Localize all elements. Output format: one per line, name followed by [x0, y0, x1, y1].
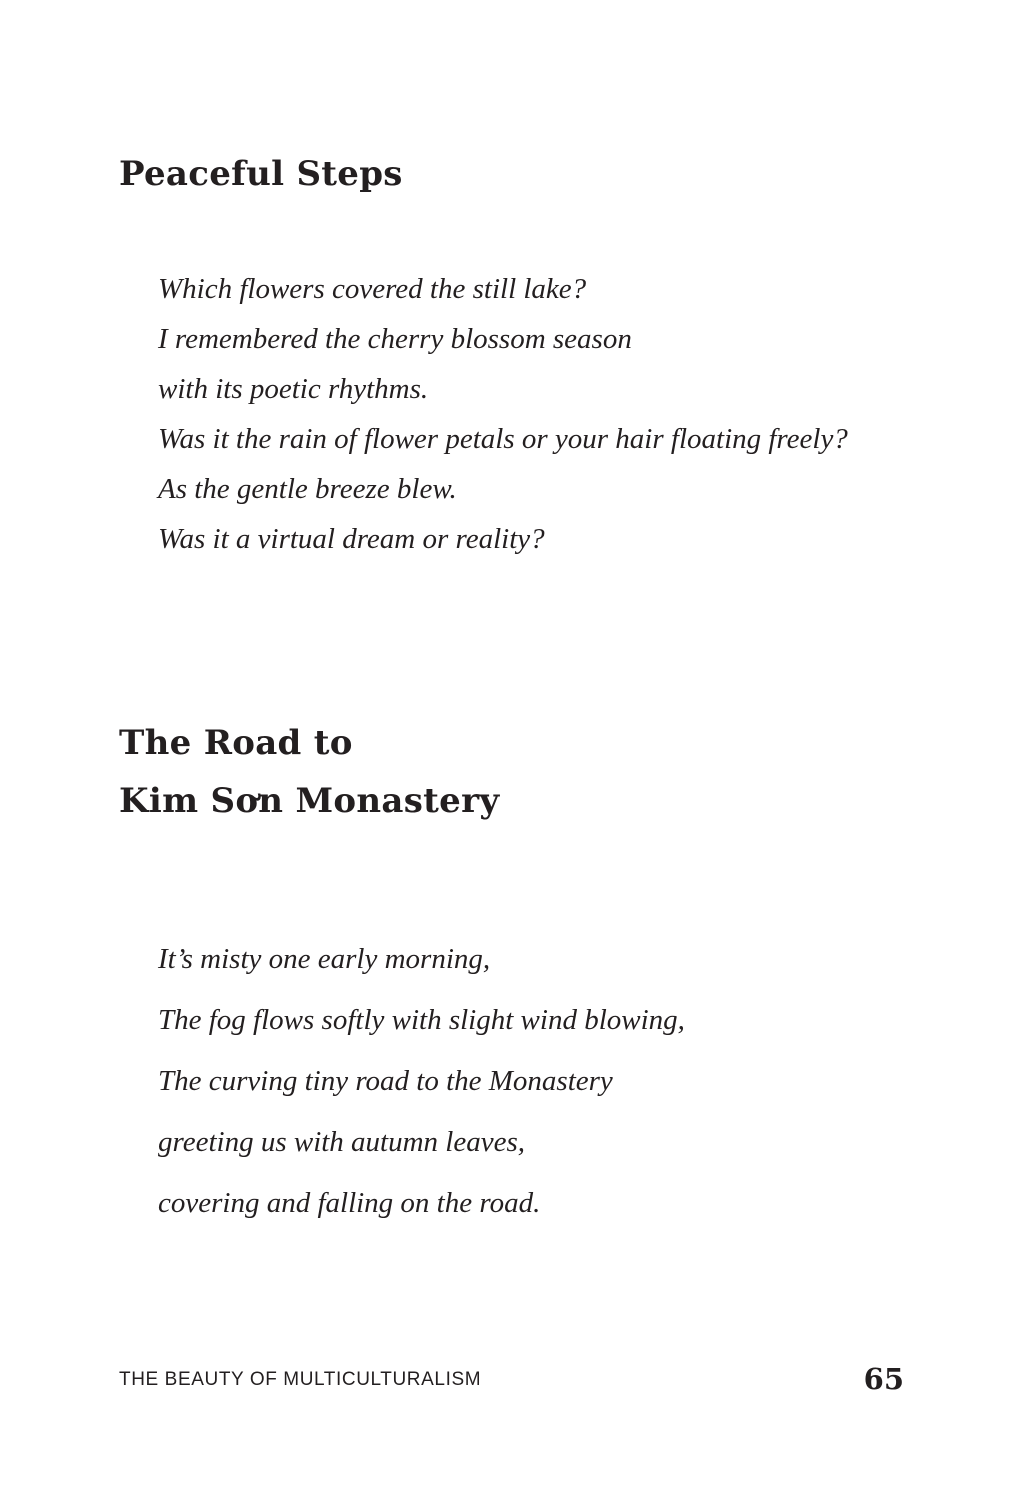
page-number: 65: [863, 1362, 904, 1396]
poem-line: Which flowers covered the still lake?: [158, 273, 587, 305]
poem-line: with its poetic rhythms.: [158, 373, 429, 405]
poem-line: The curving tiny road to the Monastery: [158, 1065, 613, 1097]
poem-line: I remembered the cherry blossom season: [158, 323, 632, 355]
poem-line: Was it the rain of flower petals or your hair floating freely?: [158, 423, 848, 455]
poem-title-peaceful-steps: Peaceful Steps: [119, 154, 403, 194]
poem-line: As the gentle breeze blew.: [158, 473, 457, 505]
poem-line: greeting us with autumn leaves,: [158, 1126, 526, 1158]
poem-title-line: Kim Sơn Monastery: [119, 781, 500, 821]
poem-line: Was it a virtual dream or reality?: [158, 523, 545, 555]
poem-title-line: The Road to: [119, 723, 353, 763]
running-footer-book-title: THE BEAUTY OF MULTICULTURALISM: [119, 1369, 482, 1390]
poem-title-road-to-kim-son-monastery: [119, 714, 499, 830]
poem-line: covering and falling on the road.: [158, 1187, 541, 1219]
poem-stanza-road-to-kim-son-monastery: [158, 929, 685, 1234]
poem-line: The fog flows softly with slight wind blowing,: [158, 1004, 685, 1036]
poem-line: It’s misty one early morning,: [158, 943, 491, 975]
poem-stanza-peaceful-steps: [158, 264, 848, 564]
